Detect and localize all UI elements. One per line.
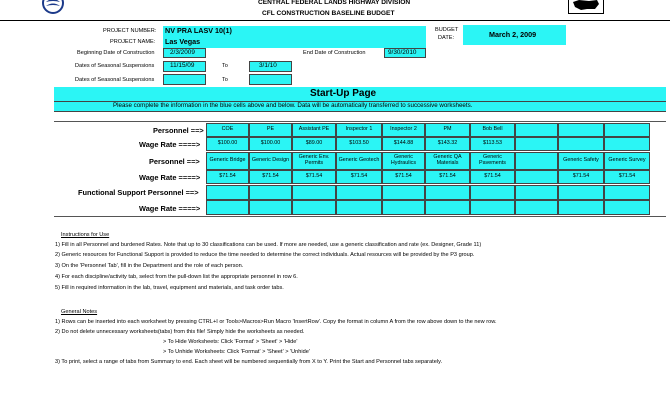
functional-name-cell[interactable] (515, 185, 558, 200)
generic-personnel-row-label: Personnel ==> (149, 157, 200, 166)
fhwa-logo (42, 0, 64, 14)
functional-rate-cell[interactable] (470, 200, 515, 215)
note-item: 3) To print, select a range of tabs from Summary to end. Each sheet will be numbered sequentially from X to Y. Print the Start and Personnel tabs separately. (55, 359, 443, 365)
org-title: CENTRAL FEDERAL LANDS HIGHWAY DIVISION (258, 0, 411, 6)
grid-top-rule (54, 121, 666, 122)
suspension-1-from-value: 11/15/09 (170, 62, 195, 69)
functional-name-cell[interactable] (336, 185, 382, 200)
functional-rate-cell[interactable] (425, 200, 470, 215)
wage-rate-row-label: Wage Rate ====> (139, 140, 201, 149)
generic-name-cell[interactable]: Generic Survey (604, 152, 650, 170)
personnel-name-cell[interactable]: PM (425, 123, 470, 137)
personnel-rate-cell[interactable]: $89.00 (292, 137, 336, 151)
personnel-rate-cell[interactable]: $100.00 (249, 137, 292, 151)
report-title: CFL CONSTRUCTION BASELINE BUDGET (262, 10, 395, 17)
note-item: 1) Rows can be inserted into each worksheet by pressing CTRL+I or Tools>Macros>Run Macro 'InsertRow'. Copy the format in column A from the row above down to the new row. (55, 319, 497, 325)
generic-name-cell[interactable]: Generic Hydraulics (382, 152, 425, 170)
functional-support-label: Functional Support Personnel ==> (78, 188, 199, 197)
personnel-name-cell[interactable] (604, 123, 650, 137)
generic-name-cell[interactable] (515, 152, 558, 170)
generic-rate-cell[interactable]: $71.54 (604, 170, 650, 184)
personnel-rate-cell[interactable] (515, 137, 558, 151)
generic-rate-cell[interactable] (515, 170, 558, 184)
personnel-rate-cell[interactable]: $143.32 (425, 137, 470, 151)
suspension-1-to-value: 3/1/10 (259, 62, 277, 69)
personnel-rate-cell[interactable]: $144.88 (382, 137, 425, 151)
functional-name-cell[interactable] (558, 185, 604, 200)
functional-wage-rate-label: Wage Rate ====> (139, 204, 201, 213)
personnel-rate-cell[interactable]: $113.53 (470, 137, 515, 151)
generic-name-cell[interactable]: Generic Bridge (206, 152, 249, 170)
seasonal-suspension-label: Dates of Seasonal Suspensions (75, 63, 155, 69)
instruction-item: 2) Generic resources for Functional Support is provided to reduce the time needed to determine the correct individuals. Actual resources will be provided by the P3 group. (55, 252, 475, 258)
functional-name-cell[interactable] (604, 185, 650, 200)
generic-name-cell[interactable]: Generic QA Materials (425, 152, 470, 170)
instruction-item: 4) For each discipline/activity tab, select from the pull-down list the appropriate personnel in row 6. (55, 274, 298, 280)
functional-name-cell[interactable] (292, 185, 336, 200)
suspension-2-to-field[interactable] (249, 74, 292, 85)
personnel-name-cell[interactable]: COE (206, 123, 249, 137)
functional-rate-cell[interactable] (382, 200, 425, 215)
personnel-rate-cell[interactable]: $100.00 (206, 137, 249, 151)
generic-name-cell[interactable]: Generic Pavements (470, 152, 515, 170)
functional-rate-cell[interactable] (558, 200, 604, 215)
startup-title: Start-Up Page (310, 88, 377, 99)
grid-bottom-rule (54, 216, 666, 217)
generic-name-cell[interactable]: Generic Design (249, 152, 292, 170)
generic-rate-cell[interactable]: $71.54 (336, 170, 382, 184)
functional-rate-cell[interactable] (336, 200, 382, 215)
instructions-heading: Instructions for Use (61, 232, 110, 238)
seasonal-suspension-label-2: Dates of Seasonal Suspensions (75, 77, 155, 83)
personnel-name-cell[interactable] (515, 123, 558, 137)
generic-name-cell[interactable]: Generic Geotech (336, 152, 382, 170)
usa-map-logo (568, 0, 604, 14)
generic-rate-cell[interactable]: $71.54 (292, 170, 336, 184)
project-name-value: Las Vegas (165, 37, 201, 46)
generic-wage-rate-row-label: Wage Rate ====> (139, 173, 201, 182)
personnel-name-cell[interactable] (558, 123, 604, 137)
budget-date-label: BUDGET (435, 27, 459, 33)
functional-rate-cell[interactable] (206, 200, 249, 215)
begin-date-value: 2/3/2009 (170, 49, 195, 56)
functional-rate-cell[interactable] (292, 200, 336, 215)
generic-rate-cell[interactable]: $71.54 (249, 170, 292, 184)
to-label-2: To (222, 77, 228, 83)
begin-date-label: Beginning Date of Construction (77, 50, 155, 56)
header-rule (0, 20, 670, 21)
personnel-name-cell[interactable]: PE (249, 123, 292, 137)
note-item: 2) Do not delete unnecessary worksheets(tabs) from this file! Simply hide the worksheets as needed. (55, 329, 305, 335)
functional-name-cell[interactable] (382, 185, 425, 200)
personnel-name-cell[interactable]: Inspector 1 (336, 123, 382, 137)
instruction-item: 5) Fill in required information in the lab, travel, equipment and materials, and task order tabs. (55, 285, 284, 291)
project-name-field[interactable] (163, 38, 426, 48)
functional-rate-cell[interactable] (249, 200, 292, 215)
personnel-rate-cell[interactable]: $103.50 (336, 137, 382, 151)
generic-rate-cell[interactable]: $71.54 (558, 170, 604, 184)
personnel-rate-cell[interactable] (604, 137, 650, 151)
generic-rate-cell[interactable]: $71.54 (206, 170, 249, 184)
generic-rate-cell[interactable]: $71.54 (425, 170, 470, 184)
end-date-value: 9/30/2010 (388, 49, 417, 56)
project-number-label: PROJECT NUMBER: (103, 28, 157, 34)
functional-name-cell[interactable] (425, 185, 470, 200)
note-item: > To Hide Worksheets: Click 'Format' > 'Sheet' > 'Hide' (163, 339, 298, 345)
functional-name-cell[interactable] (206, 185, 249, 200)
suspension-2-from-field[interactable] (163, 74, 206, 85)
to-label: To (222, 63, 228, 69)
instruction-item: 3) On the 'Personnel Tab', fill in the Department and the role of each person. (55, 263, 244, 269)
project-name-label: PROJECT NAME: (110, 39, 156, 45)
personnel-rate-cell[interactable] (558, 137, 604, 151)
project-number-value: NV PRA LASV 10(1) (165, 26, 232, 35)
generic-name-cell[interactable]: Generic Env. Permits (292, 152, 336, 170)
generic-name-cell[interactable]: Generic Safety (558, 152, 604, 170)
functional-name-cell[interactable] (470, 185, 515, 200)
startup-subtitle: Please complete the information in the blue cells above and below. Data will be automatically transferred to successive worksheets. (113, 102, 473, 109)
general-notes-heading: General Notes (61, 309, 98, 315)
functional-rate-cell[interactable] (604, 200, 650, 215)
instruction-item: 1) Fill in all Personnel and burdened Rates. Note that up to 30 classifications can be used. If more are needed, use a generic classification and rate (ex. Designer, Grade 11) (55, 242, 482, 248)
personnel-name-cell[interactable]: Inspector 2 (382, 123, 425, 137)
generic-rate-cell[interactable]: $71.54 (382, 170, 425, 184)
end-date-label: End Date of Construction (303, 50, 366, 56)
generic-rate-cell[interactable]: $71.54 (470, 170, 515, 184)
personnel-row-label: Personnel ==> (153, 126, 204, 135)
personnel-name-cell[interactable]: Bob Bell (470, 123, 515, 137)
note-item: > To Unhide Worksheets: Click 'Format' > 'Sheet' > 'Unhide' (163, 349, 310, 355)
budget-date-value: March 2, 2009 (489, 30, 537, 39)
functional-rate-cell[interactable] (515, 200, 558, 215)
personnel-name-cell[interactable]: Assistant PE (292, 123, 336, 137)
budget-date-label-2: DATE: (438, 35, 455, 41)
functional-name-cell[interactable] (249, 185, 292, 200)
